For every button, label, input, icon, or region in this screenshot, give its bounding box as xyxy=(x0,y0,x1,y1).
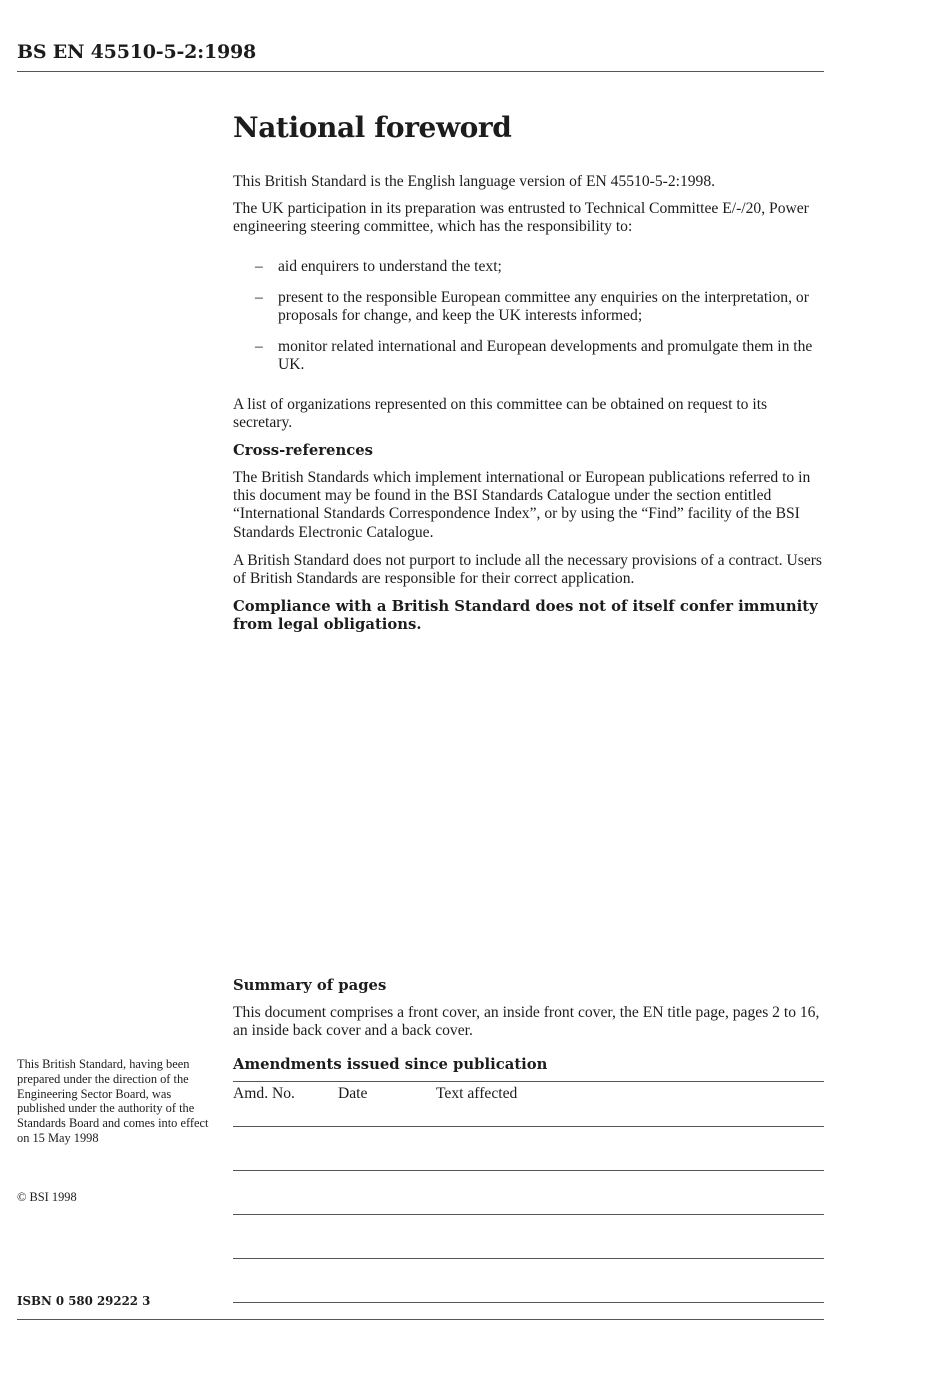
amendments-top-rule xyxy=(233,1081,824,1082)
cross-references-paragraph: The British Standards which implement international or European publications referred to in this document may be found in the BSI Standards Catalogue under the section entitled “International Standards Correspondence Index”, or by using the “Find” facility of the BSI Standards Electronic Catalogue. xyxy=(233,469,811,541)
amendments-row-rule xyxy=(233,1214,824,1215)
contract-paragraph: A British Standard does not purport to include all the necessary provisions of a contract. Users of British Standards are responsible for their correct application. xyxy=(233,551,822,588)
isbn-number: ISBN 0 580 29222 3 xyxy=(17,1294,151,1308)
publication-note: This British Standard, having been prepared under the direction of the Engineering Sector Board, was published under the authority of the Standards Board and comes into effect on 15 May 1998 xyxy=(17,1057,209,1145)
dash-bullet: – xyxy=(255,338,263,356)
list-item-text: monitor related international and European developments and promulgate them in the UK. xyxy=(278,338,813,374)
summary-heading: Summary of pages xyxy=(233,977,387,994)
foreword-body xyxy=(233,110,825,634)
cross-references-heading: Cross-references xyxy=(233,442,373,460)
organizations-paragraph: A list of organizations represented on this committee can be obtained on request to its secretary. xyxy=(233,395,768,431)
summary-paragraph: This document comprises a front cover, an inside front cover, the EN title page, pages 2 to 16, an inside back cover and a back cover. xyxy=(233,1004,820,1040)
responsibilities-list xyxy=(233,258,825,375)
amendments-row-rule xyxy=(233,1126,824,1127)
list-item xyxy=(233,258,825,276)
amendments-column-header: Amd. No. xyxy=(233,1085,295,1102)
amendments-column-header: Date xyxy=(338,1085,368,1102)
amendments-row-rule xyxy=(233,1170,824,1171)
amendments-row-rule xyxy=(233,1302,824,1303)
copyright-notice: © BSI 1998 xyxy=(17,1190,77,1204)
summary-section xyxy=(233,977,825,1050)
dash-bullet: – xyxy=(255,288,263,306)
list-item xyxy=(233,338,825,374)
footer-rule xyxy=(17,1319,824,1320)
page-title: National foreword xyxy=(233,111,512,144)
list-item-text: present to the responsible European committee any enquiries on the interpretation, or proposals for change, and keep the UK interests informed; xyxy=(278,288,809,325)
dash-bullet: – xyxy=(255,257,263,275)
compliance-notice: Compliance with a British Standard does not of itself confer immunity from legal obligations. xyxy=(233,598,818,634)
participation-paragraph: The UK participation in its preparation was entrusted to Technical Committee E/-/20, Power engineering steering committee, which has the responsibility to: xyxy=(233,200,809,236)
amendments-heading: Amendments issued since publication xyxy=(233,1056,548,1073)
header-rule xyxy=(17,71,824,72)
intro-paragraph: This British Standard is the English language version of EN 45510-5-2:1998. xyxy=(233,173,716,190)
amendments-column-header: Text affected xyxy=(436,1085,518,1102)
list-item-text: aid enquirers to understand the text; xyxy=(278,257,502,275)
list-item xyxy=(233,289,825,325)
amendments-row-rule xyxy=(233,1258,824,1259)
document-id-header: BS EN 45510-5-2:1998 xyxy=(17,41,257,63)
